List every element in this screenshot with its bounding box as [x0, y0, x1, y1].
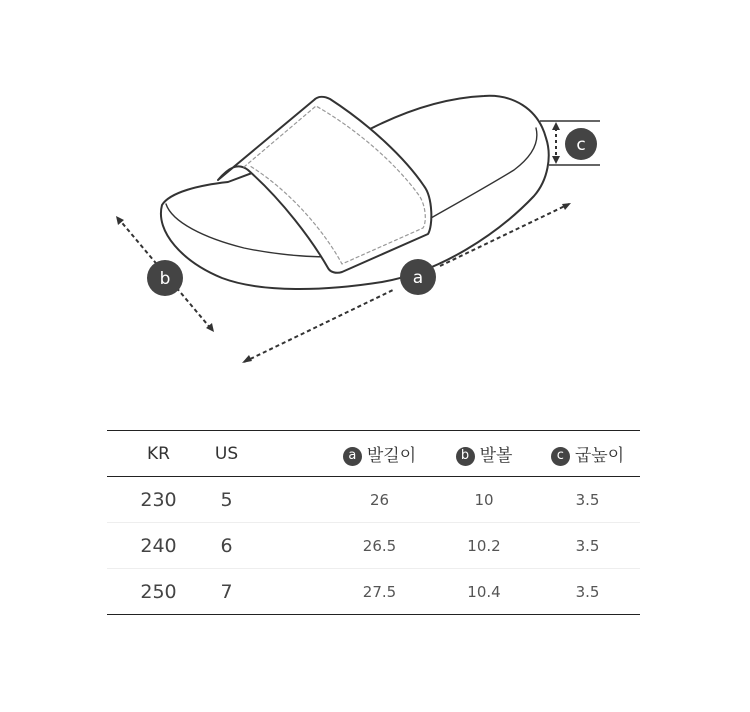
marker-b-letter: b: [159, 269, 171, 289]
cell-us: 7: [210, 569, 243, 615]
header-a-label: 발길이: [366, 446, 417, 466]
cell-spacer: [243, 477, 326, 523]
cell-foot-length: 26: [369, 490, 390, 509]
header-a-badge: a: [343, 447, 362, 466]
cell-spacer: [243, 569, 326, 615]
table-row: [107, 569, 640, 615]
table-row: [107, 523, 640, 569]
cell-foot-width: 10: [474, 490, 494, 509]
table-header-row: [107, 431, 640, 477]
cell-heel-height: 3.5: [535, 569, 640, 615]
cell-foot-length: 26.5: [326, 523, 433, 569]
header-heel-height: [535, 431, 640, 477]
dimension-c-arrowhead-bottom: [552, 156, 560, 164]
size-chart-table: [107, 430, 640, 615]
cell-foot-length: 27.5: [326, 569, 433, 615]
cell-heel-height: 3.5: [575, 490, 600, 509]
cell-heel-height: 3.5: [535, 523, 640, 569]
dimension-b-arrowhead-end: [206, 323, 214, 332]
header-us: US: [210, 431, 243, 477]
cell-foot-width: 10.2: [433, 523, 535, 569]
slipper-illustration: [161, 96, 549, 289]
cell-foot-width: 10.4: [433, 569, 535, 615]
header-b-badge: b: [456, 447, 475, 466]
marker-a-letter: a: [412, 268, 424, 288]
header-b-label: 발볼: [479, 446, 513, 466]
table-row: [107, 477, 640, 523]
dimension-a-arrowhead-start: [242, 355, 252, 363]
cell-us: 6: [210, 523, 243, 569]
cell-kr: 250: [107, 569, 210, 615]
header-foot-length: [326, 431, 433, 477]
dimension-a-line-lower: [244, 290, 393, 362]
cell-us: 5: [220, 488, 233, 511]
header-c-label: 굽높이: [574, 446, 625, 466]
dimension-a-arrowhead-end: [562, 203, 571, 210]
dimension-c-arrowhead-top: [552, 122, 560, 130]
header-c-badge: c: [551, 447, 570, 466]
header-spacer: [243, 431, 326, 477]
header-kr: KR: [107, 431, 210, 477]
cell-kr: 230: [140, 488, 177, 511]
cell-kr: 240: [107, 523, 210, 569]
marker-c-letter: c: [576, 135, 586, 155]
header-foot-width: [433, 431, 535, 477]
cell-spacer: [243, 523, 326, 569]
